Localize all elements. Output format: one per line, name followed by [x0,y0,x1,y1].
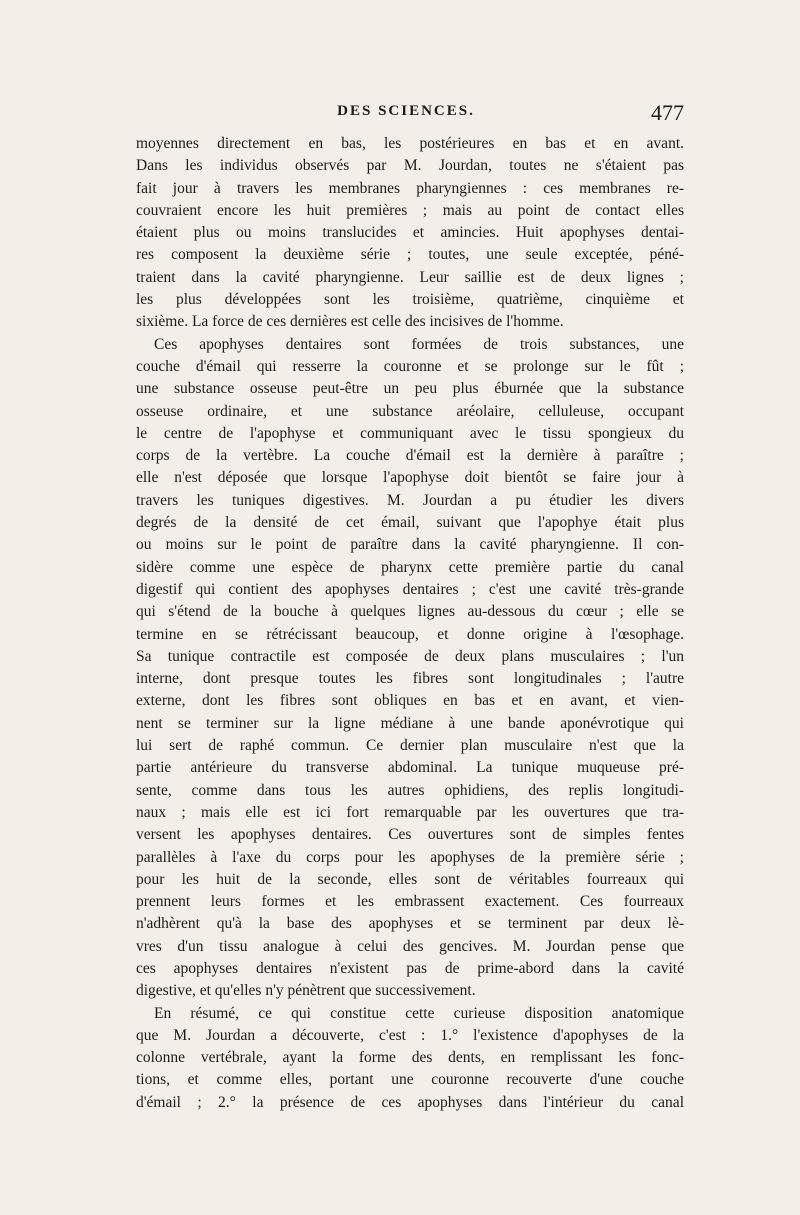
running-title: DES SCIENCES. [337,103,475,119]
text-line: couvraient encore les huit premières ; mais au point de contact elles [136,201,684,219]
text-line: digestive, et qu'elles n'y pénètrent que successivement. [136,982,476,1000]
text-line: corps de la vertèbre. La couche d'émail est la dernière à paraître ; [136,447,684,465]
text-line: une substance osseuse peut-être un peu plus éburnée que la substance [136,380,684,398]
text-line: tions, et comme elles, portant une couronne recouverte d'une couche [136,1071,684,1089]
text-line: sixième. La force de ces dernières est celle des incisives de l'homme. [136,313,564,331]
text-line: vres d'un tissu analogue à celui des gencives. M. Jourdan pense que [136,937,684,955]
text-line: Sa tunique contractile est composée de deux plans musculaires ; l'un [136,647,684,665]
text-line: naux ; mais elle est ici fort remarquable par les ouvertures que tra- [136,803,684,821]
text-line: termine en se rétrécissant beaucoup, et donne origine à l'œsophage. [136,625,684,643]
text-line: ces apophyses dentaires n'existent pas de prime-abord dans la cavité [136,959,684,977]
text-line: Ces apophyses dentaires sont formées de trois substances, une [154,335,684,353]
text-line: traient dans la cavité pharyngienne. Leur saillie est de deux lignes ; [136,268,684,286]
text-line: digestif qui contient des apophyses dentaires ; c'est une cavité très-grande [136,580,684,598]
text-line: ou moins sur le point de paraître dans la cavité pharyngienne. Il con- [136,536,684,554]
text-line: versent les apophyses dentaires. Ces ouvertures sont de simples fentes [136,826,684,844]
text-line: couche d'émail qui resserre la couronne et se prolonge sur le fût ; [136,357,684,375]
text-line: externe, dont les fibres sont obliques en bas et en avant, et vien- [136,692,684,710]
text-line: qui s'étend de la bouche à quelques lignes au-dessous du cœur ; elle se [136,603,684,621]
text-line: le centre de l'apophyse et communiquant avec le tissu spongieux du [136,424,684,442]
text-line: n'adhèrent qu'à la base des apophyses et se terminent par deux lè- [136,915,684,933]
text-line: elle n'est déposée que lorsque l'apophyse doit bientôt se faire jour à [136,469,684,487]
text-line: sidère comme une espèce de pharynx cette première partie du canal [136,558,684,576]
text-line: En résumé, ce qui constitue cette curieuse disposition anatomique [154,1004,684,1022]
text-line: prennent leurs formes et les embrassent exactement. Ces fourreaux [136,893,684,911]
text-line: Dans les individus observés par M. Jourdan, toutes ne s'étaient pas [136,157,684,175]
text-line: travers les tuniques digestives. M. Jourdan a pu étudier les divers [136,491,684,509]
body-text [136,133,684,1114]
text-line: nent se terminer sur la ligne médiane à une bande aponévrotique qui [136,714,684,732]
page-header [128,100,684,128]
text-line: d'émail ; 2.° la présence de ces apophyses dans l'intérieur du canal [136,1093,684,1111]
text-line: étaient plus ou moins translucides et amincies. Huit apophyses dentai- [136,224,684,242]
text-line: les plus développées sont les troisième, quatrième, cinquième et [136,291,684,309]
text-line: res composent la deuxième série ; toutes, une seule exceptée, péné- [136,246,684,264]
text-line: osseuse ordinaire, et une substance aréolaire, celluleuse, occupant [136,402,684,420]
text-line: interne, dont presque toutes les fibres sont longitudinales ; l'autre [136,670,684,688]
page-number: 477 [651,100,684,125]
text-line: partie antérieure du transverse abdominal. La tunique muqueuse pré- [136,759,684,777]
text-line: parallèles à l'axe du corps pour les apophyses de la première série ; [136,848,684,866]
text-line: lui sert de raphé commun. Ce dernier plan musculaire n'est que la [136,737,684,755]
text-line: degrés de la densité de cet émail, suivant que l'apophye était plus [136,514,684,532]
text-line: moyennes directement en bas, les postérieures en bas et en avant. [136,135,684,152]
text-line: pour les huit de la seconde, elles sont de véritables fourreaux qui [136,870,684,888]
text-line: que M. Jourdan a découverte, c'est : 1.° l'existence d'apophyses de la [136,1026,684,1044]
text-line: colonne vertébrale, ayant la forme des dents, en remplissant les fonc- [136,1049,684,1067]
text-line: sente, comme dans tous les autres ophidiens, des replis longitudi- [136,781,684,799]
text-line: fait jour à travers les membranes pharyngiennes : ces membranes re- [136,179,684,197]
